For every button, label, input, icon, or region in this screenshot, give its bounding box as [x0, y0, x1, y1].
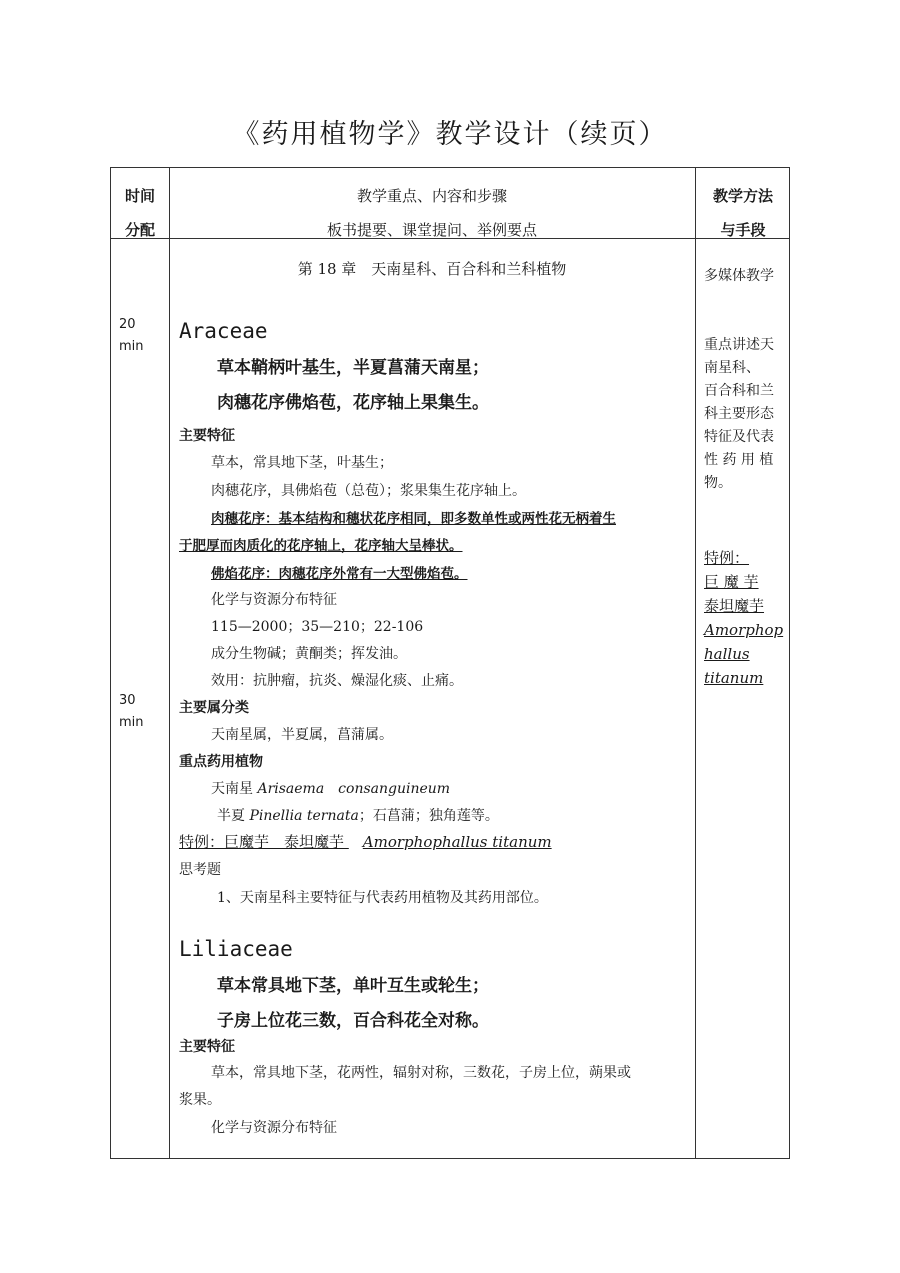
column-divider	[169, 168, 170, 1158]
time-value: 30	[119, 693, 136, 708]
definition-line: 于肥厚而肉质化的花序轴上，花序轴大呈棒状。	[179, 538, 463, 554]
plant-entry-rest: ；石菖蒲；独角莲等。	[358, 808, 499, 824]
section-heading: 化学与资源分布特征	[211, 1120, 337, 1136]
chapter-heading: 第 18 章 天南星科、百合科和兰科植物	[297, 260, 567, 278]
section-heading: 主要属分类	[179, 700, 249, 716]
plant-name-latin: Arisaema consanguineum	[257, 781, 451, 797]
time-unit: min	[119, 715, 144, 730]
page-title: 《药用植物学》教学设计（续页）	[232, 119, 668, 150]
components-line: 成分生物碱；黄酮类；挥发油。	[211, 646, 407, 662]
method-description-line: 重点讲述天	[704, 337, 774, 353]
time-allocation-1	[119, 314, 144, 358]
header-content-line2: 板书提要、课堂提问、举例要点	[326, 221, 537, 239]
time-unit: min	[119, 339, 144, 354]
feature-line: 草本，常具地下茎，叶基生；	[211, 455, 393, 471]
method-multimedia: 多媒体教学	[704, 268, 774, 284]
feature-line: 肉穗花序，具佛焰苞（总苞）；浆果集生花序轴上。	[211, 483, 526, 499]
plant-name-latin: Pinellia ternata	[249, 808, 359, 824]
method-description-line: 科主要形态	[704, 406, 774, 422]
method-example-heading: 特例：	[704, 549, 750, 567]
special-example-latin: Amorphophallus titanum	[362, 833, 552, 851]
header-methods-line1: 教学方法	[712, 187, 773, 205]
header-time-line2: 分配	[124, 221, 155, 239]
section-heading: 主要特征	[179, 428, 235, 444]
question-line: 1、天南星科主要特征与代表药用植物及其药用部位。	[217, 890, 548, 906]
header-content-line1: 教学重点、内容和步骤	[356, 187, 507, 205]
lesson-plan-table	[110, 167, 790, 1159]
method-description-line: 百合科和兰	[704, 383, 774, 399]
plant-name-cn: 半夏	[217, 808, 245, 824]
plant-entry	[217, 805, 499, 825]
time-value: 20	[119, 317, 136, 332]
column-divider	[695, 168, 696, 1158]
genera-line: 天南星属，半夏属，菖蒲属。	[211, 727, 393, 743]
method-description-line: 特征及代表	[704, 429, 774, 445]
family-name-araceae: Araceae	[179, 319, 268, 343]
special-example	[179, 831, 552, 852]
plant-entry	[211, 778, 450, 798]
header-time	[111, 179, 169, 247]
method-description-line: 物。	[704, 475, 732, 491]
time-allocation-2	[119, 690, 144, 734]
header-methods-line2: 与手段	[720, 221, 766, 239]
plant-name-cn: 天南星	[211, 781, 253, 797]
header-time-line1: 时间	[124, 187, 155, 205]
header-content	[169, 179, 695, 247]
section-heading: 化学与资源分布特征	[211, 592, 337, 608]
special-example-text: 特例：巨魔芋 泰坦魔芋	[179, 833, 345, 851]
method-example-line: 巨 魔 芋	[704, 573, 759, 591]
mnemonic-line: 草本鞘柄叶基生，半夏菖蒲天南星；	[217, 358, 489, 378]
method-example-latin: titanum	[704, 669, 764, 687]
definition-line: 佛焰花序：肉穗花序外常有一大型佛焰苞。	[211, 566, 468, 582]
method-example-latin: Amorphop	[704, 621, 784, 639]
section-heading: 主要特征	[179, 1039, 235, 1055]
feature-line: 浆果。	[179, 1092, 221, 1108]
header-methods	[695, 179, 791, 247]
section-heading: 思考题	[179, 862, 221, 878]
mnemonic-line: 草本常具地下茎，单叶互生或轮生；	[217, 976, 489, 996]
section-heading: 重点药用植物	[179, 754, 263, 770]
species-numbers: 115—2000；35—210；22-106	[211, 619, 424, 635]
method-description-line: 南星科、	[704, 360, 760, 376]
method-description	[704, 334, 774, 495]
family-name-liliaceae: Liliaceae	[179, 937, 293, 961]
definition-line: 肉穗花序：基本结构和穗状花序相同，即多数单性或两性花无柄着生	[211, 511, 616, 527]
mnemonic-line: 子房上位花三数，百合科花全对称。	[217, 1011, 489, 1031]
mnemonic-line: 肉穗花序佛焰苞，花序轴上果集生。	[217, 393, 489, 413]
method-example-line: 泰坦魔芋	[704, 597, 765, 615]
method-example-latin: hallus	[704, 645, 750, 663]
efficacy-line: 效用：抗肿瘤，抗炎、燥湿化痰、止痛。	[211, 673, 463, 689]
feature-line: 草本，常具地下茎，花两性，辐射对称，三数花，子房上位，蒴果或	[211, 1065, 631, 1081]
method-description-line: 性 药 用 植	[704, 452, 774, 468]
method-special-example	[704, 546, 783, 690]
